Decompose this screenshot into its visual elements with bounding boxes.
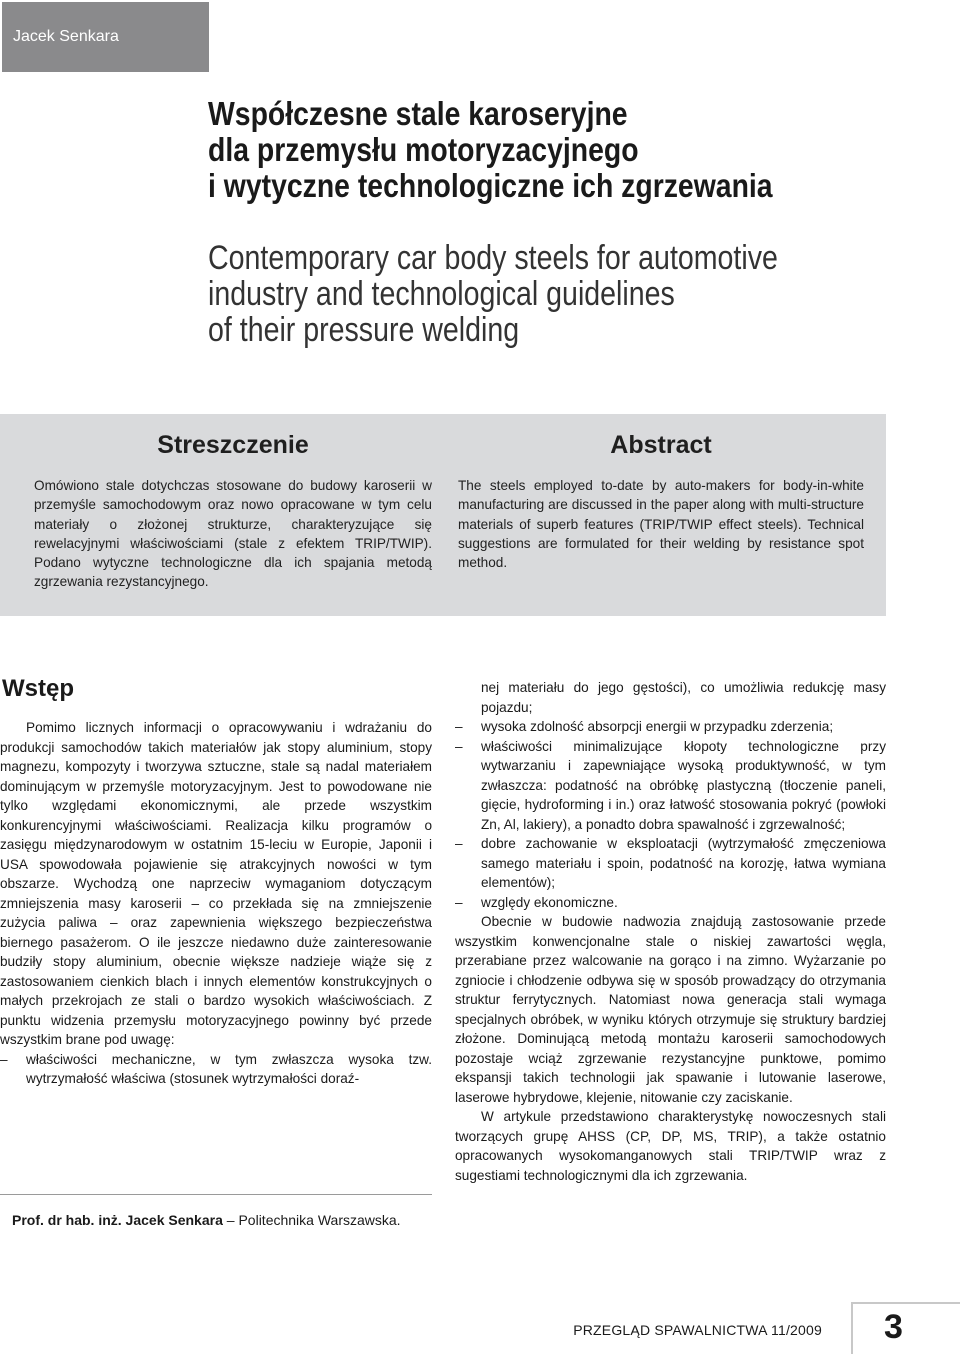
streszczenie-heading: Streszczenie (157, 431, 309, 459)
right-column (455, 678, 886, 1185)
list-item-text: właściwości minimalizujące kłopoty technologiczne przy wytwarzaniu i zapewniające wysoką produktywność, w tym zwłaszcza: podatność na obróbkę plastyczną (tłoczenie paneli, gięcie, hydroforming i in.) oraz łatwość stosowania pokryć (powłoki Zn, Al, lakiery), a ponadto dobra spawalność i zgrzewalność; (481, 738, 886, 832)
list-dash: – (455, 738, 463, 754)
title-polish-line: dla przemysłu motoryzacyjnego (208, 131, 639, 168)
affiliation-separator: – (226, 1212, 235, 1228)
author-header-tab (2, 2, 209, 72)
abstract-heading: Abstract (610, 431, 712, 459)
list-item-text: względy ekonomiczne. (481, 894, 618, 910)
list-continuation: nej materiału do jego gęstości), co umożliwia redukcję masy pojazdu; (481, 680, 886, 715)
title-polish-line: i wytyczne technologiczne ich zgrzewania (208, 167, 773, 204)
list-item-text: dobre zachowanie w eksploatacji (wytrzymałość zmęczeniowa samego materiału i spoin, podatność na korozję, łatwa wymiana elementów); (481, 836, 886, 890)
list-item-text: właściwości mechaniczne, w tym zwłaszcza wysoka tzw. wytrzymałość właściwa (stosunek wytrzymałości doraź- (26, 1051, 432, 1086)
list-item (455, 737, 886, 835)
title-polish (208, 96, 844, 204)
list-item (455, 834, 886, 893)
affiliation-institution: Politechnika Warszawska. (238, 1212, 401, 1228)
title-polish-line: Współczesne stale karoseryjne (208, 95, 628, 132)
streszczenie-section (34, 428, 432, 592)
body-paragraph: Obecnie w budowie nadwozia znajdują zastosowanie przede wszystkim konwencjonalne stale o niskiej zawartości węgla, przerabiane przez walcowanie na gorąco i na zimno. Wyżarzanie po zgniocie i chłodzenie odbywa się w sposób prowadzący do otrzymania struktur ferrytycznych. Natomiast nowa generacja stali wymaga specjalnych obróbek, w wyniku których otrzymuje się struktury bardziej złożone. Dominującą metodą montażu karoserii samochodowych pozostaje wciąż zgrzewanie rezystancyjne punktowe, pomimo ekspansji takich technologii jak spawanie i lutowanie laserowe, laserowe hybrydowe, klejenie, nitowanie czy zaciskanie. (455, 914, 886, 1105)
requirements-list-left (0, 1050, 432, 1089)
affiliation-divider (0, 1194, 432, 1195)
title-english-line: industry and technological guidelines (208, 275, 675, 313)
affiliation-name: Prof. dr hab. inż. Jacek Senkara (12, 1212, 223, 1228)
title-english-line: Contemporary car body steels for automotive (208, 239, 778, 277)
list-dash: – (455, 719, 463, 734)
streszczenie-text: Omówiono stale dotychczas stosowane do budowy karoserii w przemyśle samochodowym oraz nowo opracowane w tym celu materiały o złożonej strukturze, charakteryzujące się rewelacyjnymi właściwościami (stale z efektem TRIP/TWIP). Podano wytyczne technologiczne dla ich spajania metodą zgrzewania rezystancyjnego. (34, 478, 432, 590)
list-item-text: wysoka zdolność absorpcji energii w przypadku zderzenia; (481, 719, 834, 734)
list-item (0, 1050, 432, 1089)
intro-heading: Wstęp (2, 675, 74, 702)
list-dash: – (455, 894, 463, 910)
abstract-text: The steels employed to-date by auto-makers for body-in-white manufacturing are discussed in the paper along with multi-structure materials of superb features (TRIP/TWIP effect steels). Technical suggestions are formulated for their welding by resistance spot method. (458, 478, 864, 571)
author-affiliation (12, 1210, 422, 1231)
list-dash: – (0, 1051, 8, 1067)
left-column (0, 674, 432, 1089)
abstract-section (458, 428, 864, 572)
page-number-box (851, 1302, 960, 1354)
author-name: Jacek Senkara (13, 28, 119, 45)
journal-footer: PRZEGLĄD SPAWALNICTWA 11/2009 (573, 1322, 822, 1338)
list-item (455, 893, 886, 913)
abstract-box (0, 414, 886, 616)
title-english (208, 240, 846, 348)
requirements-list-right (455, 717, 886, 912)
list-item (455, 717, 886, 737)
body-paragraph: W artykule przedstawiono charakterystykę nowoczesnych stali tworzących grupę AHSS (CP, DP, MS, TRIP), a także ostatnio opracowanych wysokomanganowych stali TRIP/TWIP wraz z sugestiami technologicznymi dla ich zgrzewania. (455, 1109, 886, 1183)
page-number: 3 (884, 1308, 903, 1346)
title-english-line: of their pressure welding (208, 311, 520, 349)
list-dash: – (455, 836, 463, 851)
intro-paragraph: Pomimo licznych informacji o opracowywaniu i wdrażaniu do produkcji samochodów takich materiałów jak stopy aluminium, stopy magnezu, kompozyty i tworzywa sztuczne, stale są nadal materiałem dominującym w przemyśle motoryzacyjnym. Jest to powodowane nie tylko względami ekonomicznymi, ale przede wszystkim konkurencyjnymi właściwościami. Realizacja kilku programów o zasięgu międzynarodowym w ostatnim 15-leciu w Europie, Japonii i USA spowodowała pojawienie się atrakcyjnych nowości w tym obszarze. Wychodzą one naprzeciw wymaganiom dotyczącym zmniejszenia masy karoserii – co przekłada się na zmniejszenie zużycia paliwa – oraz zapewnienia większego bezpieczeństwa biernego pasażerom. O ile jeszcze niedawno duże zainteresowanie budziły stopy aluminium, obecnie większe nadzieje wiąże się z zastosowaniem cienkich blach i innych elementów konstrukcyjnych o małych przekrojach ze stali o bardzo wysokich właściwościach. Z punktu widzenia przemysłu motoryzacyjnego powinny być przede wszystkim brane pod uwagę: (0, 720, 432, 1047)
